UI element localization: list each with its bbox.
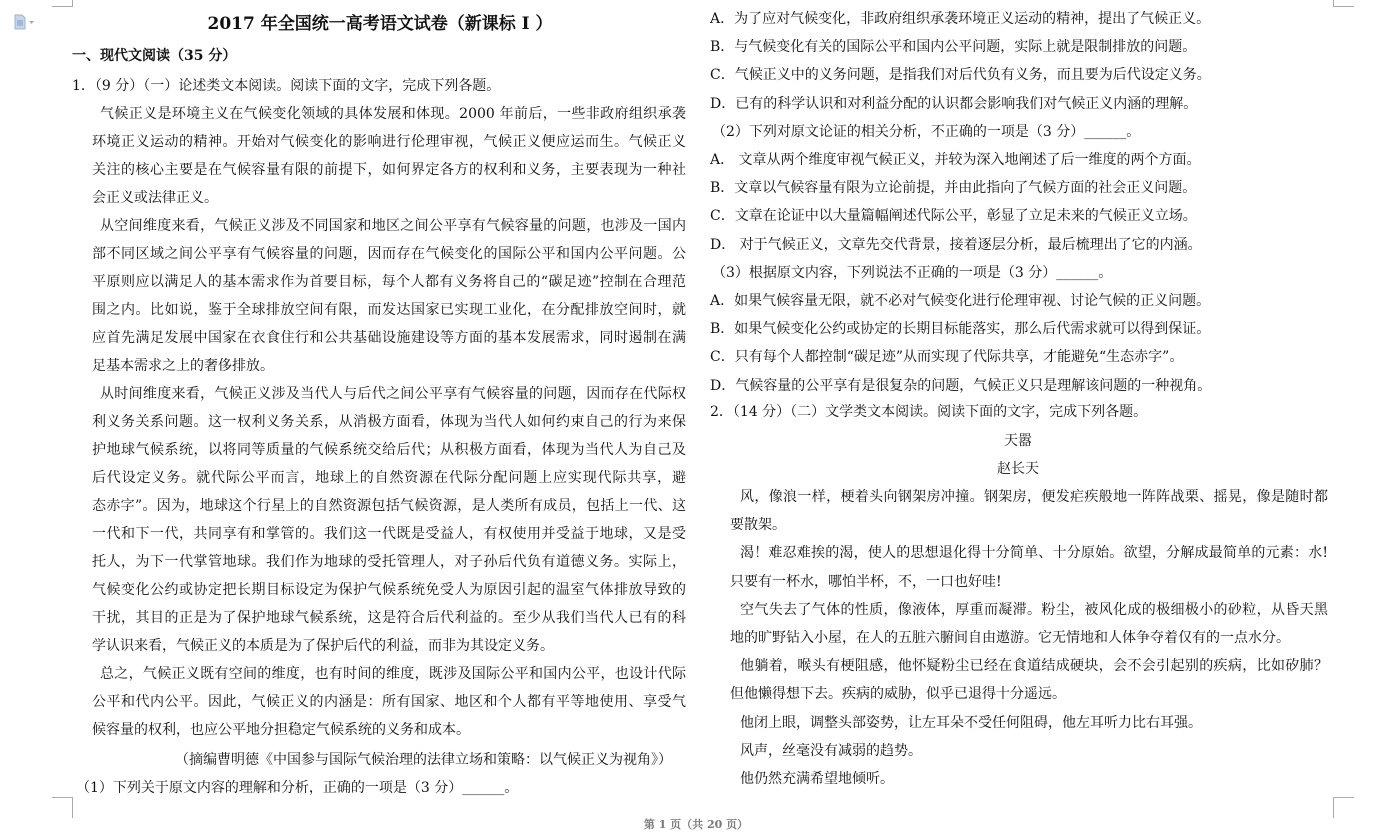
answer-option: D．气候容量的公平享有是很复杂的问题，气候正义只是理解该问题的一种视角。 (710, 377, 1212, 394)
answer-option: A．为了应对气候变化，非政府组织承袭环境正义运动的精神，提出了气候正义。 (710, 11, 1211, 27)
story-line: 但他懒得想下去。疾病的威胁，似乎已退得十分遥远。 (730, 686, 1066, 703)
passage-line: 利义务关系问题。这一权利义务关系，从消极方面看，体现为当代人如何约束自己的行为来保 (92, 414, 686, 430)
citation: （摘编曹明德《中国参与国际气候治理的法律立场和策略：以气候正义为视角》） (175, 752, 672, 768)
story-line: 风声，丝毫没有减弱的趋势。 (740, 742, 922, 759)
answer-option: B．文章以气候容量有限为立论前提，并由此指向了气候方面的社会正义问题。 (710, 180, 1197, 197)
answer-option: C．文章在论证中以大量篇幅阐述代际公平，彰显了立足未来的气候正义立场。 (710, 208, 1197, 225)
passage-line: 公平和代内公平。因此，气候正义的内涵是：所有国家、地区和个人都有平等地使用、享受气 (92, 694, 686, 710)
story-line: 他躺着，喉头有梗阻感，他怀疑粉尘已经在食道结成硬块，会不会引起别的疾病，比如矽肺？ (740, 658, 1328, 675)
passage-line: 气候正义是环境主义在气候变化领域的具体发展和体现。2000 年前后，一些非政府组织承袭 (100, 106, 686, 122)
question-1-2-prompt: （2）下列对原文论证的相关分析，不正确的一项是（3 分）______。 (712, 123, 1141, 140)
passage-line: 候容量的权利，也应公平地分担稳定气候系统的义务和成本。 (92, 722, 470, 738)
story-line: 地的旷野钻入小屋，在人的五脏六腑间自由遨游。它无情地和人体争夺着仅有的一点水分。 (730, 630, 1290, 646)
story-title: 天嚣 (1004, 433, 1032, 449)
answer-option: A． 文章从两个维度审视气候正义，并较为深入地阐述了后一维度的两个方面。 (710, 152, 1201, 168)
story-line: 空气失去了气体的性质，像液体，厚重而凝滞。粉尘，被风化成的极细极小的砂粒，从昏天黑 (740, 601, 1328, 618)
answer-option: B．如果气候变化公约或协定的长期目标能落实，那么后代需求就可以得到保证。 (710, 321, 1211, 338)
passage-line: 托人，为下一代掌管地球。我们作为地球的受托管理人，对子孙后代负有道德义务。实际上， (92, 554, 686, 570)
question-1-prompt: 1．（9 分）（一）论述类文本阅读。阅读下面的文字，完成下列各题。 (72, 78, 501, 94)
question-1-1-prompt: （1）下列关于原文内容的理解和分析，正确的一项是（3 分）______。 (76, 780, 519, 796)
passage-line: 应首先满足发展中国家在衣食住行和公共基础设施建设等方面的基本发展需求，同时遏制在满 (92, 330, 686, 346)
passage-line: 从时间维度来看，气候正义涉及当代人与后代之间公平享有气候容量的问题，因而存在代际权 (100, 386, 686, 402)
crop-mark-bottom-left (52, 797, 73, 818)
answer-option: D． 对于气候正义，文章先交代背景，接着逐层分析，最后梳理出了它的内涵。 (710, 236, 1202, 253)
passage-line: 总之，气候正义既有空间的维度，也有时间的维度，既涉及国际公平和国内公平，也设计代际 (100, 666, 686, 682)
passage-line: 护地球气候系统，以将同等质量的气候系统交给后代；从积极方面看，体现为当代人为自己及 (92, 442, 686, 458)
document-menu-icon[interactable] (14, 14, 36, 30)
passage-line: 环境正义运动的精神。开始对气候变化的影响进行伦理审视，气候正义便应运而生。气候正义 (92, 134, 686, 150)
document-title: 2017 年全国统一高考语文试卷（新课标 I ） (207, 14, 553, 34)
passage-line: 会正义或法律正义。 (92, 190, 218, 206)
story-line: 风，像浪一样，梗着头向钢架房冲撞。钢架房，便发疟疾般地一阵阵战栗、摇晃，像是随时都 (740, 489, 1328, 505)
passage-line: 部不同区域之间公平享有气候容量的问题，因而存在气候变化的国际公平和国内公平问题。公 (92, 246, 686, 262)
passage-line: 足基本需求之上的奢侈排放。 (92, 358, 274, 374)
story-line: 只要有一杯水，哪怕半杯，不，一口也好哇! (730, 573, 1002, 590)
passage-line: 后代设定义务。就代际公平而言，地球上的自然资源在代际分配问题上应实现代际共享，避 (92, 470, 686, 486)
passage-line: 从空间维度来看，气候正义涉及不同国家和地区之间公平享有气候容量的问题，也涉及一国内 (100, 218, 686, 234)
crop-mark-bottom-right (1333, 797, 1354, 818)
answer-option: B．与气候变化有关的国际公平和国内公平问题，实际上就是限制排放的问题。 (710, 39, 1197, 56)
answer-option: A．如果气候容量无限，就不必对气候变化进行伦理审视、讨论气候的正义问题。 (710, 293, 1211, 309)
answer-option: C．只有每个人都控制“碳足迹”从而实现了代际共享，才能避免“生态赤字”。 (710, 349, 1184, 366)
question-1-3-prompt: （3）根据原文内容，下列说法不正确的一项是（3 分）______。 (712, 264, 1113, 281)
passage-line: 态赤字”。因为，地球这个行星上的自然资源包括气候资源，是人类所有成员，包括上一代、这 (92, 498, 686, 514)
story-line: 他闭上眼，调整头部姿势，让左耳朵不受任何阻碍，他左耳听力比右耳强。 (740, 714, 1202, 731)
page-footer: 第 1 页（共 20 页） (643, 818, 749, 831)
crop-mark-top-left (52, 0, 73, 7)
section-heading: 一、现代文阅读（35 分） (72, 48, 237, 64)
passage-line: 学认识来看，气候正义的本质是为了保护后代的利益，而非为其设定义务。 (92, 638, 554, 654)
story-line: 他仍然充满希望地倾听。 (740, 771, 894, 787)
passage-line: 气候变化公约或协定把长期目标设定为保护气候系统免受人为原因引起的温室气体排放导致的 (92, 582, 686, 598)
passage-line: 关注的核心主要是在气候容量有限的前提下，如何界定各方的权利和义务，主要表现为一种社 (92, 162, 686, 178)
crop-mark-top-right (1333, 0, 1354, 7)
story-author: 赵长天 (997, 461, 1039, 477)
answer-option: D．已有的科学认识和对利益分配的认识都会影响我们对气候正义内涵的理解。 (710, 95, 1198, 112)
passage-line: 平原则应以满足人的基本需求作为首要目标，每个人都有义务将自己的“碳足迹”控制在合理范 (92, 274, 686, 290)
question-2-prompt: 2．（14 分）（二）文学类文本阅读。阅读下面的文字，完成下列各题。 (710, 404, 1148, 420)
story-line: 要散架。 (730, 517, 786, 534)
story-line: 渴！难忍难挨的渴，使人的思想退化得十分简单、十分原始。欲望，分解成最简单的元素：水! (740, 545, 1328, 562)
answer-option: C．气候正义中的义务问题，是指我们对后代负有义务，而且要为后代设定义务。 (710, 67, 1211, 84)
passage-line: 围之内。比如说，鉴于全球排放空间有限，而发达国家已实现工业化，在分配排放空间时，就 (92, 302, 686, 318)
passage-line: 一代和下一代，共同享有和掌管的。我们这一代既是受益人，有权使用并受益于地球，又是受 (92, 526, 686, 542)
passage-line: 干扰，其目的正是为了保护地球气候系统，这是符合后代利益的。至少从我们当代人已有的科 (92, 610, 686, 626)
